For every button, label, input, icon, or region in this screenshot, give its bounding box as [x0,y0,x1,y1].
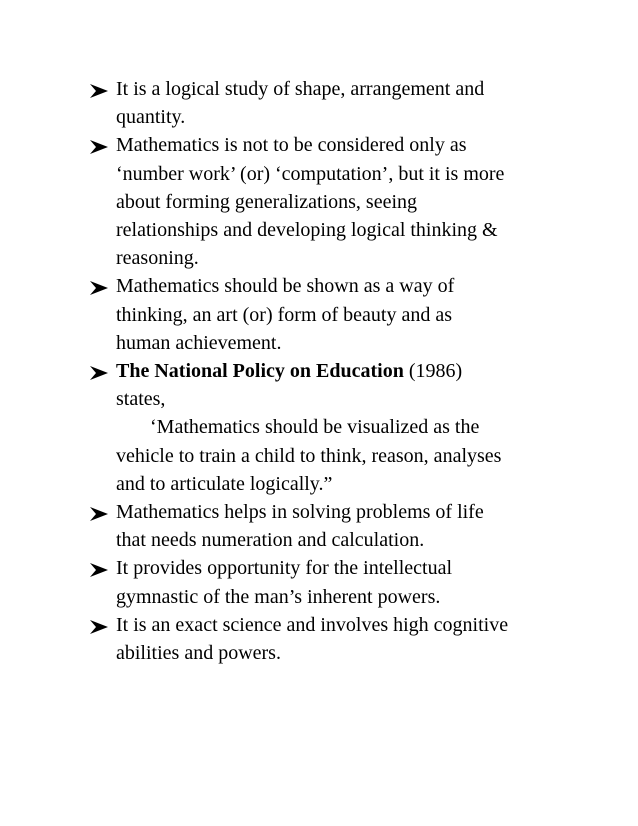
list-item [89,498,569,554]
item-text-line: Mathematics is not to be considered only as [116,134,467,157]
item-text-line: It is a logical study of shape, arrangement and [116,78,485,100]
item-text-line: about forming generalizations, seeing [116,190,418,213]
arrowhead-bullet-icon [89,611,111,639]
policy-title: The National Policy on Education [116,360,404,383]
bullet-list [89,75,569,667]
list-item [89,272,569,357]
quote-line: vehicle to train a child to think, reason, analyses [116,444,502,467]
arrowhead-bullet-icon [89,554,111,582]
item-lead-line [116,357,569,385]
policy-year: (1986) [403,360,463,383]
list-item [89,554,569,610]
item-text-line: gymnastic of the man’s inherent powers. [116,585,441,608]
item-text-line: It is an exact science and involves high cognitive [116,613,509,636]
item-text-line: It provides opportunity for the intellectual [116,557,453,580]
list-item [89,611,569,667]
item-text-line: reasoning. [116,247,199,270]
list-item [89,357,569,498]
item-text-line: that needs numeration and calculation. [116,529,425,552]
list-item [89,75,569,131]
arrowhead-bullet-icon [89,272,111,300]
item-text-line: abilities and powers. [116,642,281,665]
item-text-line: Mathematics helps in solving problems of life [116,501,484,524]
item-text-line: relationships and developing logical thinking & [116,219,498,242]
item-text-line: states, [116,388,166,411]
item-text-line: thinking, an art (or) form of beauty and as [116,303,453,326]
item-text-line: Mathematics should be shown as a way of [116,275,455,298]
arrowhead-bullet-icon [89,498,111,526]
quote-line: and to articulate logically.” [116,472,333,495]
arrowhead-bullet-icon [89,75,111,103]
item-text-line: ‘number work’ (or) ‘computation’, but it is more [116,162,505,185]
arrowhead-bullet-icon [89,131,111,159]
quote-line: ‘Mathematics should be visualized as the [150,416,480,439]
list-item [89,131,569,272]
item-text-line: human achievement. [116,331,282,354]
arrowhead-bullet-icon [89,357,111,385]
item-text-line: quantity. [116,106,186,129]
